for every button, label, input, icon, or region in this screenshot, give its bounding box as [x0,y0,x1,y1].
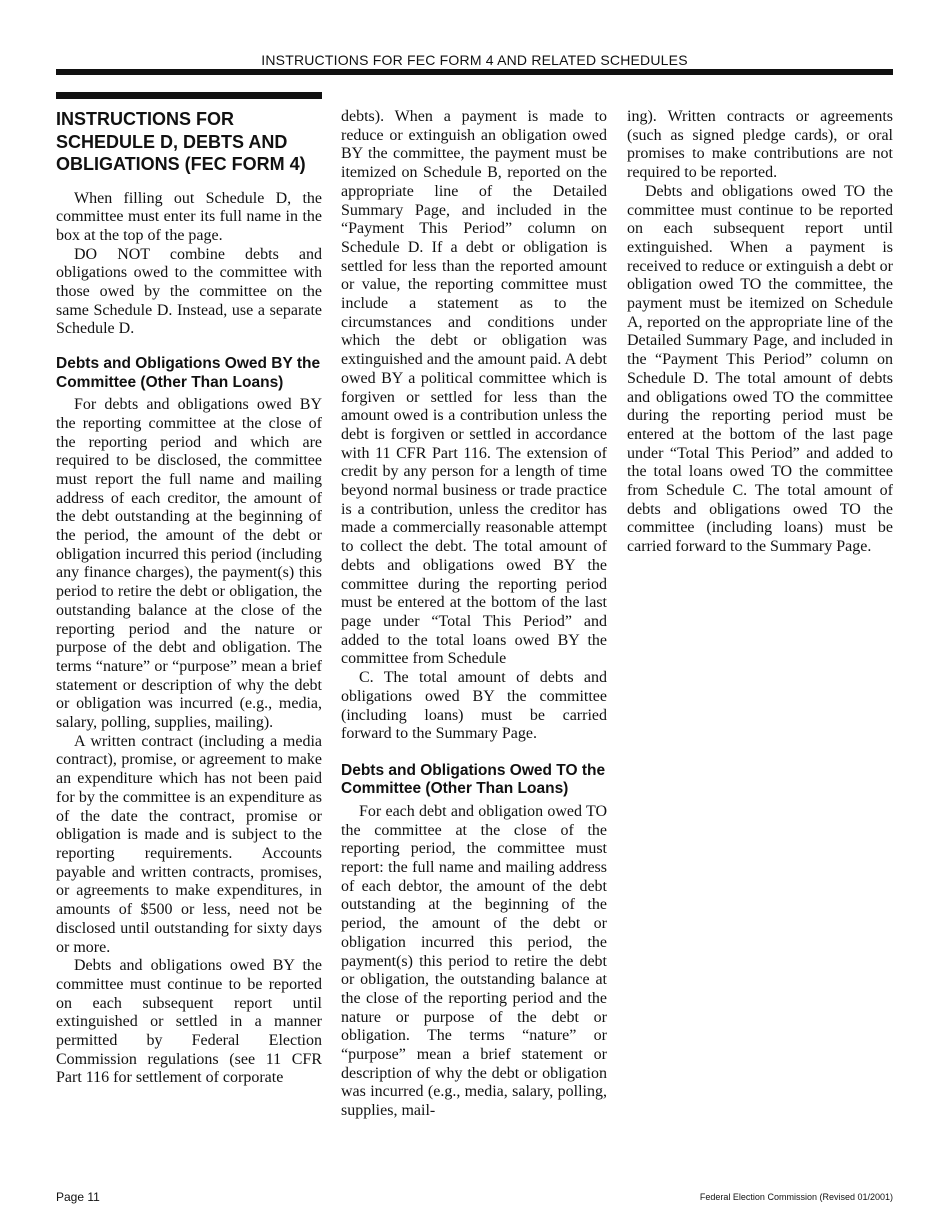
paragraph: When filling out Schedule D, the committee must enter its full name in the box at the top of the page. [56,189,322,244]
page-number: Page 11 [56,1190,100,1204]
paragraph: Debts and obligations owed TO the committee must continue to be reported on each subsequent report until extinguished. When a payment is received to reduce or extinguish a debt or obligation owed TO the committee, the payment must be itemized on Schedule A, reported on the appropriate line of the Detailed Summary Page, and included in the “Payment This Period” column on Schedule D. The total amount of debts and obligations owed TO the committee during the reporting period must be entered at the bottom of the last page under “Total This Period” and added to the total loans owed TO the committee from Schedule C. The total amount of debts and obligations owed TO the committee (including loans) must be carried forward to the Summary Page. [627,182,893,556]
section-title: INSTRUCTIONS FOR SCHEDULE D, DEBTS AND OBLIGATIONS (FEC FORM 4) [56,109,306,174]
publisher-note: Federal Election Commission (Revised 01/2001) [699,1192,893,1202]
paragraph: Debts and obligations owed BY the committee must continue to be reported on each subsequent report until extinguished or settled in a manner permitted by Federal Election Commission regulations (see 11 CFR Part 116 for settlement of corporate [56,957,322,1087]
paragraph: A written contract (including a media contract), promise, or agreement to make an expenditure which has not been paid for by the committee is an expenditure as of the date the contract, promise or obligation is made and is subject to the reporting requirements. Accounts payable and written contracts, promises, or agreements to make expenditures, in amounts of $500 or less, need not be disclosed until outstanding for sixty days or more. [56,732,322,956]
subhead-owed-to: Debts and Obligations Owed TO the Committee (Other Than Loans) [341,761,606,798]
paragraph: C. The total amount of debts and obligations owed BY the committee (including loans) must be carried forward to the Summary Page. [341,669,607,743]
paragraph: DO NOT combine debts and obligations owed to the committee with those owed by the committee on the same Schedule D. Instead, use a separate Schedule D. [56,245,322,338]
column-3 [627,108,893,557]
section-bar [56,92,322,99]
paragraph: ing). Written contracts or agreements (such as signed pledge cards), or oral promises to make contributions are not required to be reported. [627,108,893,182]
subhead-owed-by: Debts and Obligations Owed BY the Committee (Other Than Loans) [56,355,321,391]
paragraph: For each debt and obligation owed TO the committee at the close of the reporting period, the committee must report: the full name and mailing address of each debtor, the amount of the debt outstanding at the beginning of the period, the amount of the debt or obligation incurred this period, the payment(s) this period to retire the debt or obligation, the outstanding balance at the close of the reporting period and the nature or purpose of the debt or obligation. The terms “nature” or “purpose” mean a brief statement or description of why the debt or obligation was incurred (e.g., media, salary, polling, supplies, mail- [341,802,607,1120]
column-1 [56,108,322,1088]
column-2 [341,108,607,1121]
paragraph: For debts and obligations owed BY the reporting committee at the close of the reporting period and which are required to be disclosed, the committee must report the full name and mailing address of each creditor, the amount of the debt outstanding at the beginning of the period, the amount of the debt or obligation incurred this period (including any finance charges), the payment(s) this period to retire the debt or obligation, the outstanding balance at the close of the reporting period and the nature or purpose of the debt and obligation. The terms “nature” or “purpose” mean a brief statement or description of why the debt or obligation was incurred (e.g., media, salary, polling, supplies, mailing). [56,396,322,732]
paragraph: debts). When a payment is made to reduce or extinguish an obligation owed BY the committee, the payment must be itemized on Schedule B, reported on the appropriate line of the Detailed Summary Page, and included in the “Payment This Period” column on Schedule D. If a debt or obligation is settled for less than the reported amount or value, the reporting committee must include a statement as to the circumstances and conditions under which the debt or obligation was extinguished and the amount paid. A debt owed BY a political committee which is forgiven or settled for less than the amount owed is a contribution unless the debt is forgiven or settled in accordance with 11 CFR Part 116. The extension of credit by any person for a length of time beyond normal business or trade practice is a contribution, unless the creditor has made a commercially reasonable attempt to collect the debt. The total amount of debts and obligations owed BY the committee during the reporting period must be entered at the bottom of the last page under “Total This Period” and added to the total loans owed BY the committee from Schedule [341,108,607,668]
running-header: INSTRUCTIONS FOR FEC FORM 4 AND RELATED SCHEDULES [261,52,688,68]
header-rule [56,69,893,75]
